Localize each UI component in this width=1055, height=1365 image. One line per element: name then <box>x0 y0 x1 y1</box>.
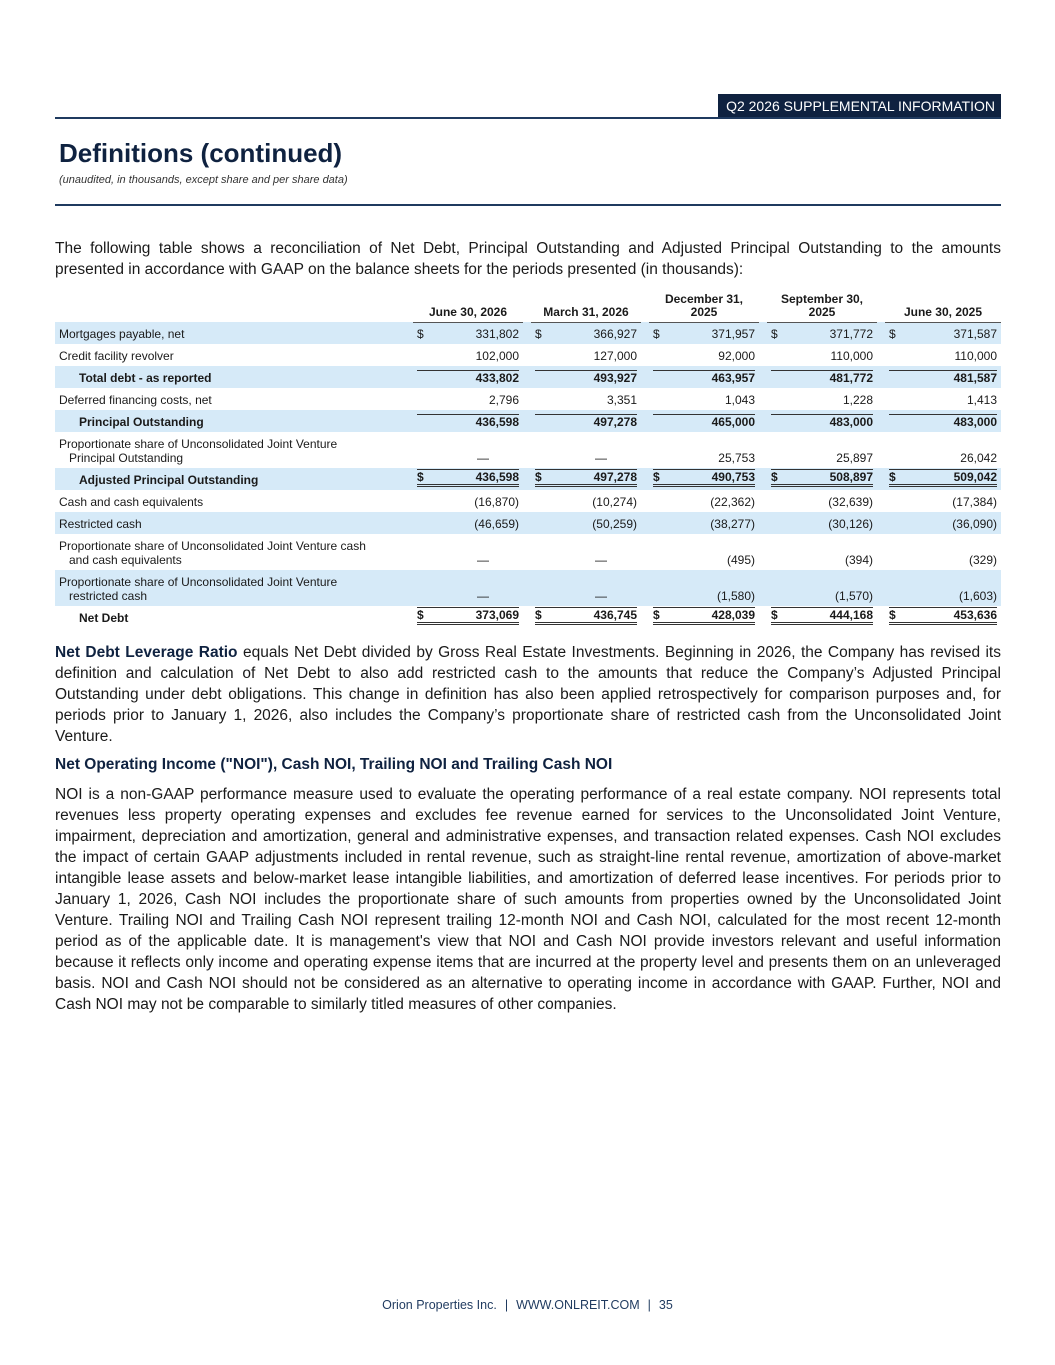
column-gap <box>759 322 767 344</box>
table-cell: $ 436,745 <box>531 606 641 628</box>
table-cell: (46,659) <box>413 512 523 534</box>
table-row <box>55 344 1001 366</box>
column-gap <box>641 410 649 432</box>
row-label: Net Debt <box>79 611 129 625</box>
column-gap <box>877 570 885 606</box>
table-cell: — <box>477 553 489 567</box>
table-cell: 483,000 <box>885 410 1001 432</box>
column-gap <box>877 534 885 570</box>
table-row <box>55 432 1001 468</box>
table-cell: (36,090) <box>885 512 1001 534</box>
table-cell: (10,274) <box>592 495 637 509</box>
table-cell: $ 509,042 <box>885 468 1001 490</box>
footer-page-number: 35 <box>658 1298 673 1312</box>
table-cell: $ 508,897 <box>767 468 877 490</box>
column-gap <box>877 512 885 534</box>
table-row <box>55 534 1001 570</box>
table-cell: $ 371,772 <box>767 322 877 344</box>
column-gap <box>877 490 885 512</box>
table-cell: — <box>413 570 523 606</box>
table-row <box>55 468 1001 490</box>
column-gap <box>759 344 767 366</box>
table-cell: 463,957 <box>649 366 759 388</box>
table-cell: 433,802 <box>413 366 523 388</box>
intro-paragraph: The following table shows a reconciliation of Net Debt, Principal Outstanding and Adjusted Principal Outstanding to the amounts presented in accordance with GAAP on the balance sheets for the periods presented (in thousands): <box>55 240 1001 278</box>
leverage-term: Net Debt Leverage Ratio <box>55 644 238 661</box>
table-cell: 2,796 <box>488 393 519 407</box>
table-cell: 110,000 <box>954 349 997 363</box>
table-cell: $ 497,278 <box>531 468 641 490</box>
column-gap <box>641 468 649 490</box>
table-cell: 1,413 <box>966 393 997 407</box>
column-gap <box>641 512 649 534</box>
table-cell: 481,587 <box>885 366 1001 388</box>
table-cell: (1,570) <box>767 570 877 606</box>
column-gap <box>877 606 885 628</box>
column-gap <box>523 432 531 468</box>
page-title: Definitions (continued) <box>59 138 343 168</box>
table-cell: 110,000 <box>830 349 873 363</box>
net-debt-reconciliation-table <box>55 288 1001 628</box>
table-cell: 436,598 <box>413 410 523 432</box>
column-gap <box>877 410 885 432</box>
table-header-row <box>55 288 1001 322</box>
table-cell: (30,126) <box>767 512 877 534</box>
column-gap <box>877 344 885 366</box>
table-cell: $ 371,957 <box>649 322 759 344</box>
table-cell: 493,927 <box>531 366 641 388</box>
table-cell: — <box>595 553 607 567</box>
column-gap <box>523 410 531 432</box>
table-cell: $ 331,802 <box>413 322 523 344</box>
table-cell: 465,000 <box>649 410 759 432</box>
column-gap <box>523 570 531 606</box>
column-gap <box>523 534 531 570</box>
column-gap <box>523 366 531 388</box>
table-cell: (17,384) <box>952 495 997 509</box>
column-gap <box>759 512 767 534</box>
row-label: Principal Outstanding <box>55 410 413 432</box>
col-header: June 30, 2026 <box>413 288 523 322</box>
table-cell: (329) <box>968 553 997 567</box>
page-subtitle: (unaudited, in thousands, except share and per share data) <box>59 174 348 186</box>
column-gap <box>523 322 531 344</box>
table-cell: (394) <box>844 553 873 567</box>
table-cell: $ 436,598 <box>413 468 523 490</box>
footer-separator: | <box>504 1298 509 1312</box>
col-header: June 30, 2025 <box>885 288 1001 322</box>
noi-heading: Net Operating Income ("NOI"), Cash NOI, Trailing NOI and Trailing Cash NOI <box>55 756 613 773</box>
column-gap <box>641 534 649 570</box>
column-gap <box>759 366 767 388</box>
column-gap <box>877 322 885 344</box>
header-blank <box>55 288 413 322</box>
table-row <box>55 388 1001 410</box>
footer-separator: | <box>647 1298 651 1312</box>
table-cell: $ 371,587 <box>885 322 1001 344</box>
row-label: Credit facility revolver <box>59 349 174 363</box>
row-label: Mortgages payable, net <box>55 322 413 344</box>
col-header: December 31, 2025 <box>649 288 759 322</box>
row-label: Proportionate share of Unconsolidated Joint Venture restricted cash <box>55 570 413 606</box>
table-row <box>55 606 1001 628</box>
row-label: Cash and cash equivalents <box>59 495 204 509</box>
column-gap <box>759 468 767 490</box>
leverage-text: equals Net Debt divided by Gross Real Estate Investments. Beginning in 2026, the Company has revised its definition and calculation of Net Debt to also add restricted cash to the amounts that reduce the Company’s Adjusted Principal Outstanding under debt obligations. This change in definition has also been applied retrospectively for comparison purposes and, for periods prior to January 1, 2026, also includes the Company’s proportionate share of restricted cash from the Unconsolidated Joint Venture. <box>55 644 1001 745</box>
table-cell: $ 453,636 <box>885 606 1001 628</box>
column-gap <box>759 388 767 410</box>
table-cell: 25,897 <box>836 451 873 465</box>
column-gap <box>523 490 531 512</box>
noi-paragraph: NOI is a non-GAAP performance measure used to evaluate the operating performance of a real estate company. NOI represents total revenues less property operating expenses and excludes fee revenue earned for services to the Unconsolidated Joint Venture, impairment, depreciation and amortization, general and administrative expenses, and transaction related expenses. Cash NOI excludes the impact of certain GAAP adjustments included in rental revenue, such as straight-line rental revenue, amortization of above-market intangible lease assets and below-market lease intangible liabilities, and amortization of deferred lease incentives. For periods prior to January 1, 2026, Cash NOI includes the proportionate share of such amounts from properties owned by the Unconsolidated Joint Venture. Trailing NOI and Trailing Cash NOI represent trailing 12-month NOI and Cash NOI, calculated for the most recent 12-month period as of the applicable date. It is management's view that NOI and Cash NOI provide investors relevant and useful information because it reflects only income and operating expense items that are incurred at the property level and presents them on an unleveraged basis. NOI and Cash NOI should not be considered as an alternative to operating income in accordance with GAAP. Further, NOI and Cash NOI may not be comparable to similarly titled measures of other companies. <box>55 786 1001 1013</box>
table-cell: $ 428,039 <box>649 606 759 628</box>
column-gap <box>641 490 649 512</box>
row-label: Adjusted Principal Outstanding <box>55 468 413 490</box>
column-gap <box>523 512 531 534</box>
column-gap <box>523 468 531 490</box>
table-cell: — <box>477 451 489 465</box>
supplemental-tag: Q2 2026 SUPPLEMENTAL INFORMATION <box>718 94 1001 119</box>
column-gap <box>523 606 531 628</box>
table-cell: $ 373,069 <box>413 606 523 628</box>
row-label: Restricted cash <box>55 512 413 534</box>
table-cell: 26,042 <box>960 451 997 465</box>
column-gap <box>759 432 767 468</box>
column-gap <box>641 344 649 366</box>
column-gap <box>877 432 885 468</box>
column-gap <box>641 388 649 410</box>
col-header: March 31, 2026 <box>531 288 641 322</box>
table-cell: $ 444,168 <box>767 606 877 628</box>
footer-company: Orion Properties Inc. <box>382 1298 497 1312</box>
column-gap <box>641 322 649 344</box>
row-label: Proportionate share of Unconsolidated Joint Venture cash and cash equivalents <box>59 539 366 567</box>
table-row <box>55 512 1001 534</box>
table-cell: $ 366,927 <box>531 322 641 344</box>
column-gap <box>641 570 649 606</box>
column-gap <box>759 570 767 606</box>
table-cell: (32,639) <box>828 495 873 509</box>
table-row <box>55 410 1001 432</box>
table-cell: (16,870) <box>474 495 519 509</box>
table-cell: (22,362) <box>710 495 755 509</box>
table-cell: 127,000 <box>593 349 637 363</box>
table-row <box>55 570 1001 606</box>
table-cell: (1,580) <box>649 570 759 606</box>
table-cell: (1,603) <box>885 570 1001 606</box>
table-cell: $ 490,753 <box>649 468 759 490</box>
column-gap <box>877 468 885 490</box>
column-gap <box>641 366 649 388</box>
table-cell: 102,000 <box>475 349 519 363</box>
table-cell: (495) <box>726 553 755 567</box>
column-gap <box>759 490 767 512</box>
page-footer <box>0 1298 1055 1312</box>
table-cell: 3,351 <box>606 393 637 407</box>
table-cell: — <box>595 451 607 465</box>
table-row <box>55 366 1001 388</box>
table-cell: (38,277) <box>649 512 759 534</box>
column-gap <box>877 366 885 388</box>
column-gap <box>523 388 531 410</box>
table-row <box>55 490 1001 512</box>
column-gap <box>641 432 649 468</box>
title-rule <box>55 204 1001 206</box>
column-gap <box>641 606 649 628</box>
row-label: Deferred financing costs, net <box>59 393 212 407</box>
column-gap <box>877 388 885 410</box>
table-cell: (50,259) <box>531 512 641 534</box>
table-cell: 483,000 <box>767 410 877 432</box>
column-gap <box>759 534 767 570</box>
table-cell: 481,772 <box>767 366 877 388</box>
column-gap <box>759 606 767 628</box>
table-cell: 1,228 <box>842 393 873 407</box>
header-rule <box>55 117 1001 119</box>
row-label: Proportionate share of Unconsolidated Joint Venture Principal Outstanding <box>59 437 338 465</box>
footer-website-link[interactable]: WWW.ONLREIT.COM <box>516 1298 640 1312</box>
column-gap <box>523 344 531 366</box>
leverage-paragraph <box>55 642 1001 747</box>
table-row <box>55 322 1001 344</box>
row-label: Total debt - as reported <box>55 366 413 388</box>
col-header: September 30, 2025 <box>767 288 877 322</box>
column-gap <box>759 410 767 432</box>
table-cell: 1,043 <box>724 393 755 407</box>
table-cell: 92,000 <box>718 349 755 363</box>
table-cell: — <box>531 570 641 606</box>
table-cell: 25,753 <box>718 451 755 465</box>
table-cell: 497,278 <box>531 410 641 432</box>
